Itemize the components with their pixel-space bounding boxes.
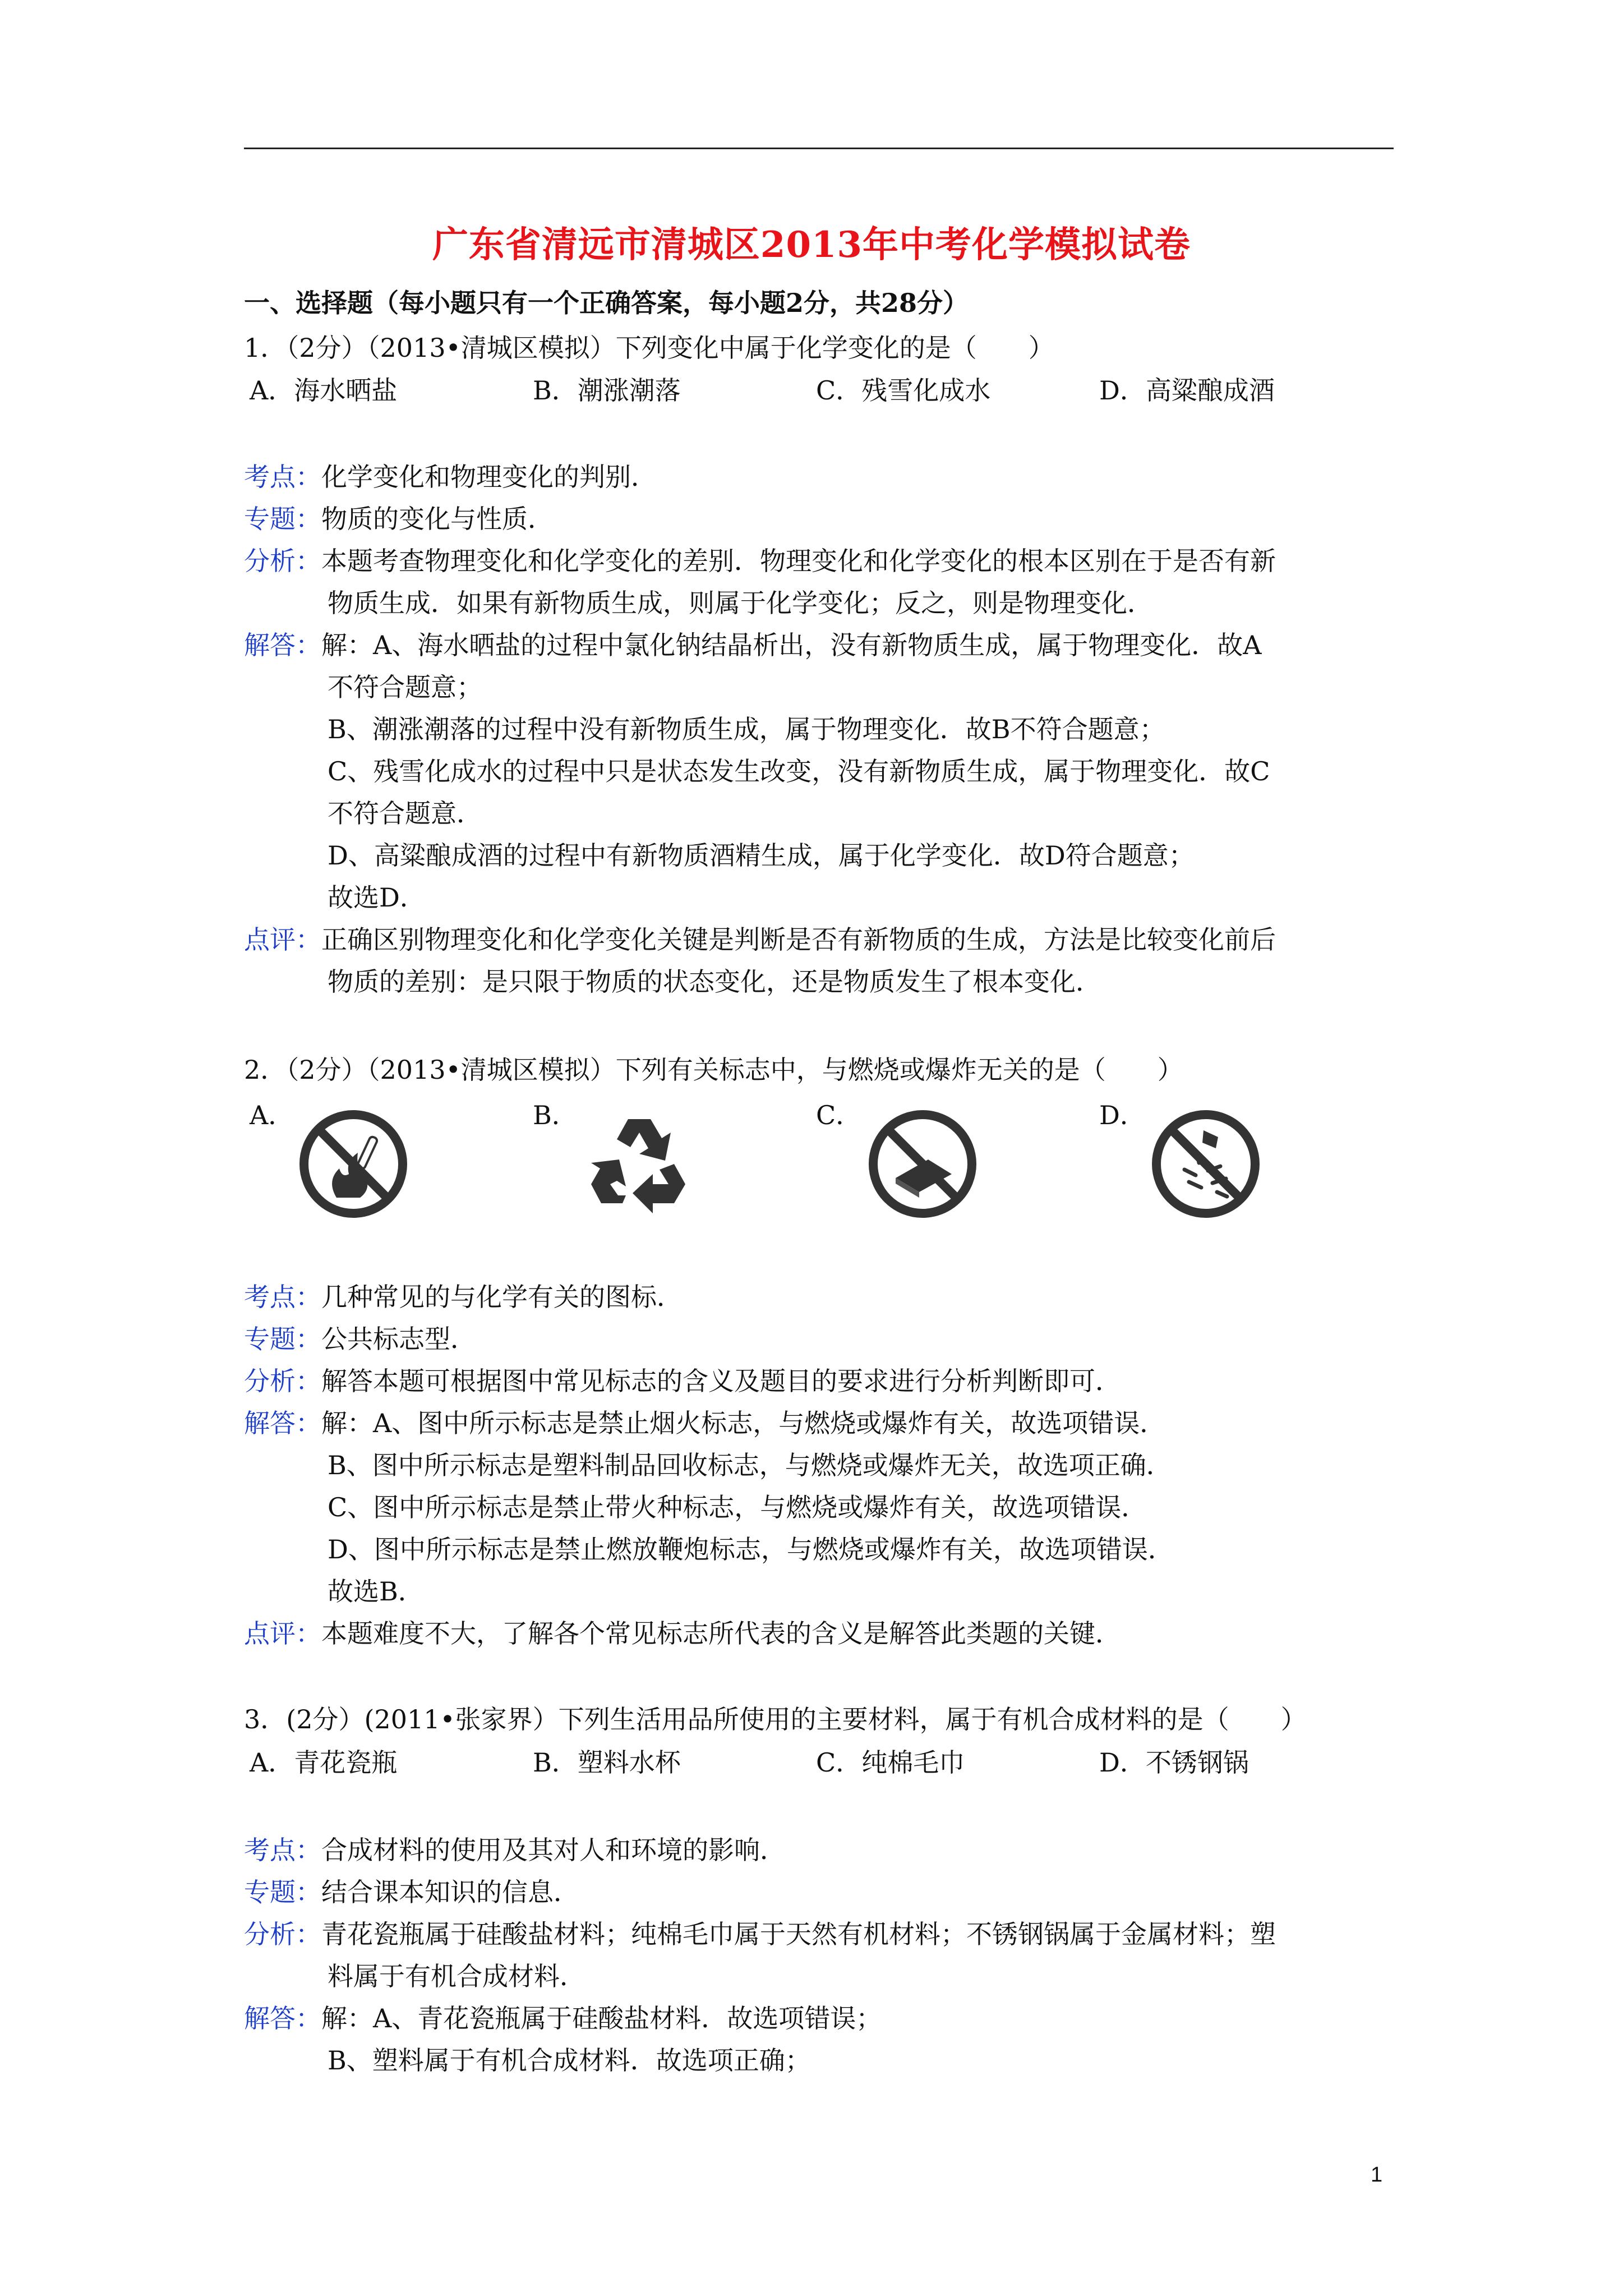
kaodian-text: 几种常见的与化学有关的图标． <box>321 1282 683 1312</box>
q1-jieda-line: 故选D． <box>328 882 426 913</box>
q1-option-d: D．高粱酿成酒 <box>1099 375 1275 406</box>
q3-jieda-line: B、塑料属于有机合成材料．故选项正确； <box>328 2045 811 2076</box>
q2-fenxi <box>244 1364 1121 1398</box>
q3-option-a: A．青花瓷瓶 <box>250 1747 398 1778</box>
page-title: 广东省清远市清城区2013年中考化学模拟试卷 <box>432 224 1191 266</box>
q1-jieda-line: 不符合题意； <box>328 672 482 702</box>
fenxi-text: 本题考查物理变化和化学变化的差别．物理变化和化学变化的根本区别在于是否有新 <box>321 546 1276 576</box>
q2-zhuanti <box>244 1322 476 1356</box>
kaodian-label: 考点： <box>244 1835 321 1865</box>
q1-dianping <box>244 923 1276 956</box>
jieda-text: 解：A、图中所示标志是禁止烟火标志，与燃烧或爆炸有关，故选项错误． <box>321 1408 1166 1438</box>
zhuanti-label: 专题： <box>244 1324 321 1354</box>
q1-option-a: A．海水晒盐 <box>250 375 398 406</box>
q1-option-c: C．残雪化成水 <box>816 375 991 406</box>
q2-dianping <box>244 1617 1121 1650</box>
dianping-label: 点评： <box>244 1618 321 1649</box>
no-firecrackers-sign-icon <box>1150 1108 1262 1220</box>
kaodian-text: 化学变化和物理变化的判别． <box>321 462 657 492</box>
zhuanti-label: 专题： <box>244 504 321 534</box>
q1-dianping-line: 物质的差别：是只限于物质的状态变化，还是物质发生了根本变化． <box>328 967 1101 997</box>
q1-fenxi-line: 物质生成．如果有新物质生成，则属于化学变化；反之，则是物理变化． <box>328 588 1153 618</box>
q3-kaodian <box>244 1833 786 1867</box>
q3-fenxi <box>244 1917 1276 1951</box>
q3-option-c: C．纯棉毛巾 <box>816 1747 965 1778</box>
jieda-label: 解答： <box>244 2003 321 2033</box>
q2-jieda-line: D、图中所示标志是禁止燃放鞭炮标志，与燃烧或爆炸有关，故选项错误． <box>328 1534 1174 1565</box>
question-1-stem: 1．（2分）（2013•清城区模拟）下列变化中属于化学变化的是（ ） <box>244 333 1054 363</box>
q2-jieda-line: C、图中所示标志是禁止带火种标志，与燃烧或爆炸有关，故选项错误． <box>328 1492 1147 1522</box>
zhuanti-label: 专题： <box>244 1877 321 1907</box>
q2-jieda-line: B、图中所示标志是塑料制品回收标志，与燃烧或爆炸无关，故选项正确． <box>328 1450 1172 1480</box>
q3-zhuanti <box>244 1875 579 1909</box>
q1-zhuanti <box>244 502 554 536</box>
fenxi-label: 分析： <box>244 1366 321 1396</box>
jieda-text: 解：A、海水晒盐的过程中氯化钠结晶析出，没有新物质生成，属于物理变化．故A <box>321 630 1262 660</box>
dianping-label: 点评： <box>244 924 321 955</box>
header-rule <box>244 148 1394 149</box>
q2-jieda <box>244 1406 1165 1440</box>
no-fireworks-sign-icon <box>297 1108 409 1220</box>
q3-option-b: B．塑料水杯 <box>533 1747 681 1778</box>
question-3-stem: 3．(2分）(2011•张家界）下列生活用品所使用的主要材料，属于有机合成材料的是（ ） <box>244 1704 1307 1734</box>
jieda-text: 解：A、青花瓷瓶属于硅酸盐材料．故选项错误； <box>321 2003 882 2033</box>
jieda-label: 解答： <box>244 1408 321 1438</box>
zhuanti-text: 公共标志型． <box>321 1324 476 1354</box>
zhuanti-text: 结合课本知识的信息． <box>321 1877 579 1907</box>
kaodian-label: 考点： <box>244 1282 321 1312</box>
q2-option-c: C． <box>816 1100 862 1130</box>
q1-kaodian <box>244 460 657 494</box>
q1-jieda-line: 不符合题意． <box>328 798 482 829</box>
q2-kaodian <box>244 1280 683 1314</box>
dianping-text: 本题难度不大，了解各个常见标志所代表的含义是解答此类题的关键． <box>321 1618 1121 1649</box>
q2-option-a: A． <box>250 1100 294 1130</box>
q1-option-b: B．潮涨潮落 <box>533 375 681 406</box>
q3-fenxi-line: 料属于有机合成材料． <box>328 1961 585 1991</box>
fenxi-text: 青花瓷瓶属于硅酸盐材料；纯棉毛巾属于天然有机材料；不锈钢锅属于金属材料；塑 <box>321 1919 1276 1949</box>
q1-jieda-line: C、残雪化成水的过程中只是状态发生改变，没有新物质生成，属于物理变化．故C <box>328 756 1270 786</box>
fenxi-label: 分析： <box>244 546 321 576</box>
kaodian-text: 合成材料的使用及其对人和环境的影响． <box>321 1835 786 1865</box>
q2-option-b: B． <box>533 1100 578 1130</box>
q1-jieda-line: D、高粱酿成酒的过程中有新物质酒精生成，属于化学变化．故D符合题意； <box>328 840 1195 871</box>
q3-jieda <box>244 2001 882 2035</box>
q2-option-d: D． <box>1099 1100 1146 1130</box>
q1-fenxi <box>244 544 1276 578</box>
zhuanti-text: 物质的变化与性质． <box>321 504 554 534</box>
section-heading: 一、选择题（每小题只有一个正确答案，每小题2分，共28分） <box>244 288 969 318</box>
dianping-text: 正确区别物理变化和化学变化关键是判断是否有新物质的生成，方法是比较变化前后 <box>321 924 1276 955</box>
fenxi-label: 分析： <box>244 1919 321 1949</box>
fenxi-text: 解答本题可根据图中常见标志的含义及题目的要求进行分析判断即可． <box>321 1366 1121 1396</box>
no-fire-source-sign-icon <box>866 1108 979 1220</box>
q1-jieda <box>244 628 1261 662</box>
q2-jieda-line: 故选B． <box>328 1576 424 1607</box>
page-number: 1 <box>1371 2163 1383 2187</box>
jieda-label: 解答： <box>244 630 321 660</box>
recycling-sign-icon <box>583 1102 695 1214</box>
question-2-stem: 2．（2分）（2013•清城区模拟）下列有关标志中，与燃烧或爆炸无关的是（ ） <box>244 1055 1183 1085</box>
q1-jieda-line: B、潮涨潮落的过程中没有新物质生成，属于物理变化．故B不符合题意； <box>328 714 1165 744</box>
q3-option-d: D．不锈钢锅 <box>1099 1747 1249 1778</box>
kaodian-label: 考点： <box>244 462 321 492</box>
